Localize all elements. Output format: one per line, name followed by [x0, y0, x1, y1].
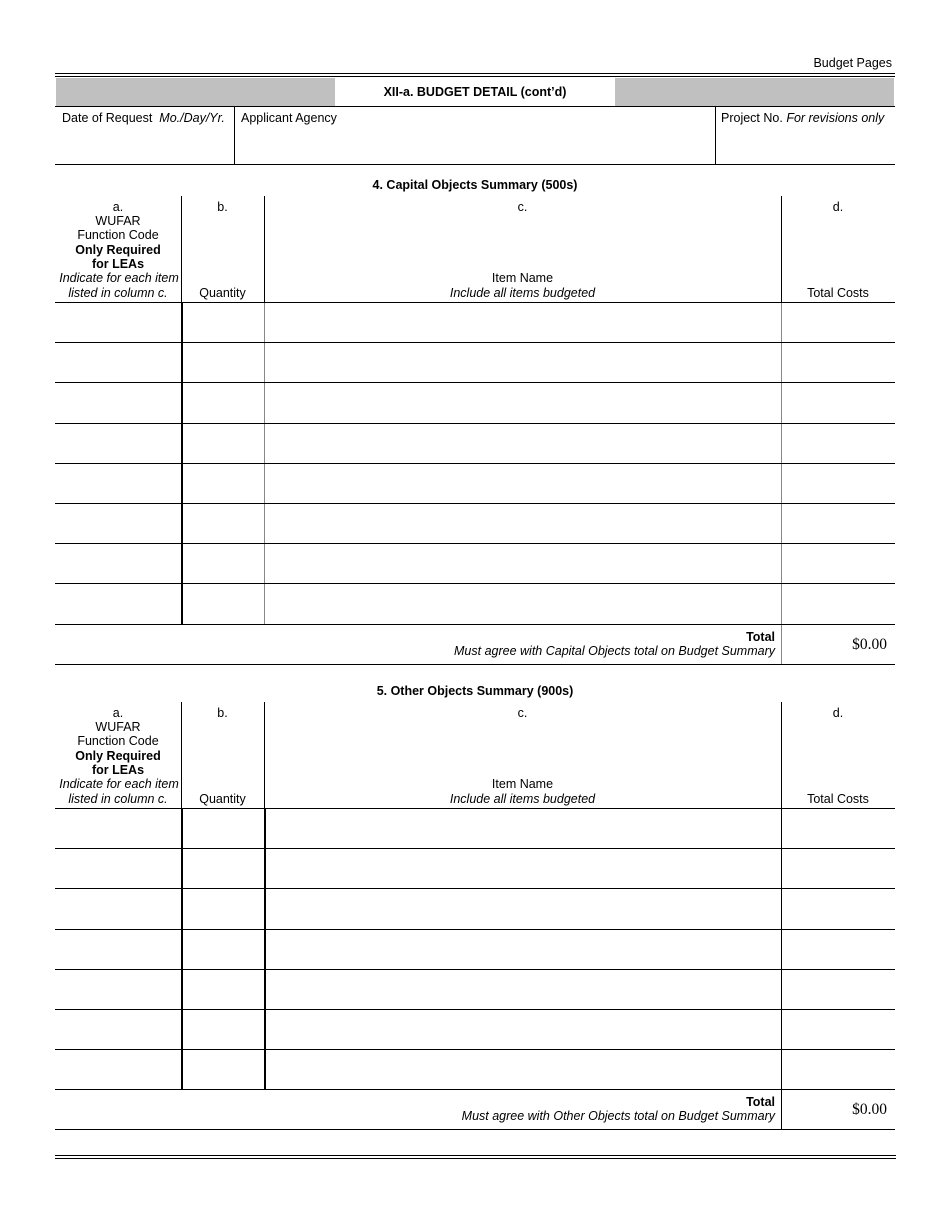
col-c-item-name: Item Name: [491, 271, 554, 285]
item-name-input[interactable]: [266, 427, 779, 459]
date-request-text: Date of Request: [62, 111, 153, 125]
col-d-letter: d.: [832, 706, 844, 720]
col-a-divider-head: [181, 702, 182, 808]
col-c-hint: Include all items budgeted: [449, 286, 596, 300]
quantity-input[interactable]: [183, 1053, 262, 1085]
col-b-divider-head: [264, 196, 265, 302]
page-label: Budget Pages: [813, 56, 892, 70]
col-b-quantity: Quantity: [199, 286, 246, 300]
col-d-total-costs: Total Costs: [807, 792, 869, 806]
header-bottom-rule: [55, 164, 895, 165]
applicant-agency-field[interactable]: [235, 130, 715, 160]
col-d-letter: d.: [832, 200, 844, 214]
col-c-item-name: Item Name: [491, 777, 554, 791]
form-title: XII-a. BUDGET DETAIL (cont’d): [383, 85, 567, 99]
total-cost-input[interactable]: [783, 547, 893, 579]
item-name-input[interactable]: [266, 386, 779, 418]
total-cost-input[interactable]: [783, 427, 893, 459]
total-bottom-rule: [55, 664, 895, 665]
col-a-function-code: Function Code: [77, 228, 159, 242]
col-a-listed: listed in column c.: [68, 792, 168, 806]
applicant-agency-label: Applicant Agency: [241, 111, 337, 125]
col-a-for-leas: for LEAs: [91, 257, 145, 271]
quantity-input[interactable]: [183, 1013, 262, 1045]
col-a-function-code: Function Code: [77, 734, 159, 748]
function-code-input[interactable]: [57, 892, 179, 924]
total-cost-input[interactable]: [783, 306, 893, 338]
col-a-indicate: Indicate for each item: [59, 777, 179, 791]
quantity-input[interactable]: [183, 812, 262, 844]
function-code-input[interactable]: [57, 427, 179, 459]
col-b-letter: b.: [217, 200, 228, 214]
project-no-hint: For revisions only: [786, 111, 885, 125]
total-cost-input[interactable]: [783, 973, 893, 1005]
quantity-input[interactable]: [183, 386, 262, 418]
title-bottom-rule: [55, 106, 895, 107]
item-name-input[interactable]: [266, 547, 779, 579]
date-request-label: [62, 111, 225, 125]
col-a-divider-head: [181, 196, 182, 302]
header-top-rule-2: [55, 76, 895, 77]
quantity-input[interactable]: [183, 507, 262, 539]
row-rule: [55, 624, 895, 625]
col-a-listed: listed in column c.: [68, 286, 168, 300]
total-cost-input[interactable]: [783, 346, 893, 378]
col-a-letter: a.: [112, 706, 124, 720]
item-name-input[interactable]: [266, 467, 779, 499]
function-code-input[interactable]: [57, 933, 179, 965]
quantity-input[interactable]: [183, 346, 262, 378]
item-name-input[interactable]: [266, 306, 779, 338]
total-cost-input[interactable]: [783, 507, 893, 539]
item-name-input[interactable]: [266, 852, 779, 884]
function-code-input[interactable]: [57, 547, 179, 579]
col-a-for-leas: for LEAs: [91, 763, 145, 777]
total-label: Total: [746, 1095, 775, 1110]
col-b-quantity: Quantity: [199, 792, 246, 806]
quantity-input[interactable]: [183, 587, 262, 619]
total-value: $0.00: [852, 635, 887, 653]
total-note: Must agree with Capital Objects total on Budget Summary: [454, 643, 775, 658]
title-band-right: [615, 78, 894, 106]
col-c-divider-head: [781, 702, 782, 808]
col-b-letter: b.: [217, 706, 228, 720]
footer-rule-2: [55, 1158, 896, 1159]
quantity-input[interactable]: [183, 547, 262, 579]
capital-section-heading: 4. Capital Objects Summary (500s): [372, 178, 578, 192]
function-code-input[interactable]: [57, 1053, 179, 1085]
total-value: $0.00: [852, 1101, 887, 1119]
total-cost-input[interactable]: [783, 1013, 893, 1045]
col-a-only-required: Only Required: [75, 243, 161, 257]
item-name-input[interactable]: [266, 507, 779, 539]
function-code-input[interactable]: [57, 852, 179, 884]
col-b-divider-head: [264, 702, 265, 808]
function-code-input[interactable]: [57, 467, 179, 499]
item-name-input[interactable]: [266, 346, 779, 378]
col-a-letter: a.: [112, 200, 124, 214]
total-label: Total: [746, 629, 775, 644]
item-name-input[interactable]: [266, 933, 779, 965]
quantity-input[interactable]: [183, 306, 262, 338]
project-no-text: Project No.: [721, 111, 783, 125]
quantity-input[interactable]: [183, 852, 262, 884]
function-code-input[interactable]: [57, 386, 179, 418]
item-name-input[interactable]: [266, 812, 779, 844]
total-cost-input[interactable]: [783, 812, 893, 844]
col-a-only-required: Only Required: [75, 749, 161, 763]
function-code-input[interactable]: [57, 306, 179, 338]
total-cost-input[interactable]: [783, 933, 893, 965]
quantity-input[interactable]: [183, 933, 262, 965]
header-top-rule: [55, 73, 895, 74]
function-code-input[interactable]: [57, 812, 179, 844]
project-no-label: [721, 111, 884, 125]
other-section-heading: 5. Other Objects Summary (900s): [376, 684, 574, 698]
item-name-input[interactable]: [266, 587, 779, 619]
col-a-indicate: Indicate for each item: [59, 271, 179, 285]
total-note: Must agree with Other Objects total on Budget Summary: [461, 1109, 775, 1124]
project-no-field[interactable]: [716, 130, 894, 160]
item-name-input[interactable]: [266, 1013, 779, 1045]
quantity-input[interactable]: [183, 973, 262, 1005]
function-code-input[interactable]: [57, 1013, 179, 1045]
function-code-input[interactable]: [57, 346, 179, 378]
total-cost-input[interactable]: [783, 852, 893, 884]
col-a-wufar: WUFAR: [95, 214, 141, 228]
col-c-hint: Include all items budgeted: [449, 792, 596, 806]
date-request-hint: Mo./Day/Yr.: [159, 111, 225, 125]
item-name-input[interactable]: [266, 892, 779, 924]
total-cost-input[interactable]: [783, 467, 893, 499]
total-bottom-rule: [55, 1129, 895, 1130]
function-code-input[interactable]: [57, 587, 179, 619]
col-a-wufar: WUFAR: [95, 720, 141, 734]
total-cost-input[interactable]: [783, 587, 893, 619]
quantity-input[interactable]: [183, 427, 262, 459]
footer-rule-1: [55, 1155, 896, 1156]
function-code-input[interactable]: [57, 507, 179, 539]
col-c-letter: c.: [517, 706, 528, 720]
item-name-input[interactable]: [266, 1053, 779, 1085]
total-cost-input[interactable]: [783, 1053, 893, 1085]
function-code-input[interactable]: [57, 973, 179, 1005]
title-band-left: [56, 78, 335, 106]
total-cost-input[interactable]: [783, 892, 893, 924]
date-request-field[interactable]: [56, 130, 234, 160]
col-c-letter: c.: [517, 200, 528, 214]
row-rule: [55, 1089, 895, 1090]
quantity-input[interactable]: [183, 467, 262, 499]
quantity-input[interactable]: [183, 892, 262, 924]
col-c-divider-head: [781, 196, 782, 302]
total-cost-input[interactable]: [783, 386, 893, 418]
col-d-total-costs: Total Costs: [807, 286, 869, 300]
item-name-input[interactable]: [266, 973, 779, 1005]
